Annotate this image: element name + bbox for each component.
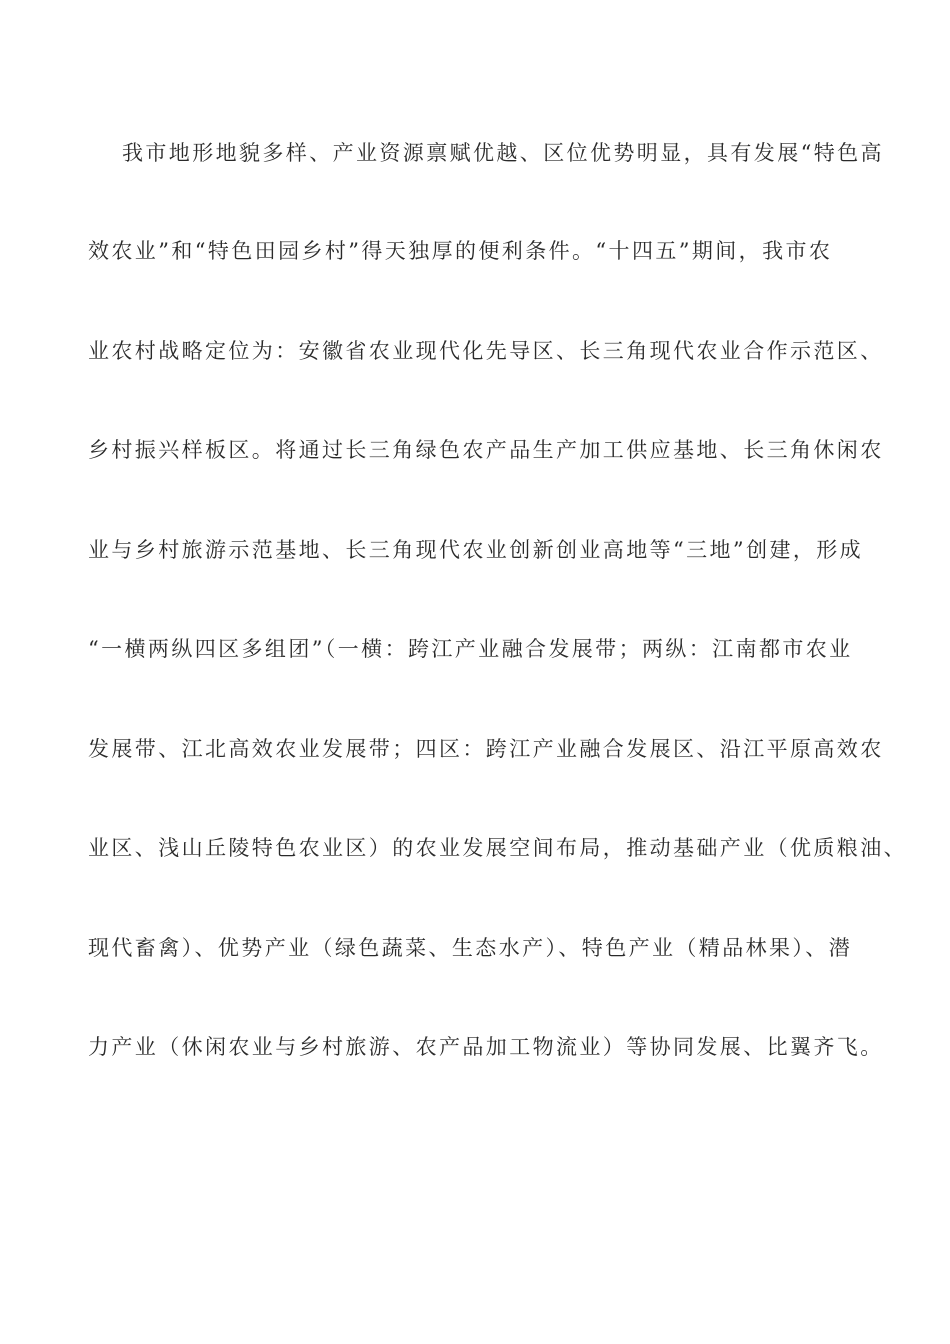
paragraph-line: “一横两纵四区多组团”（一横：跨江产业融合发展带；两纵：江南都市农业 [88, 637, 853, 661]
paragraph-line: 业区、浅山丘陵特色农业区）的农业发展空间布局，推动基础产业（优质粮油、 [88, 836, 907, 860]
paragraph-line: 乡村振兴样板区。将通过长三角绿色农产品生产加工供应基地、长三角休闲农 [88, 438, 884, 462]
paragraph-line: 现代畜禽）、优势产业（绿色蔬菜、生态水产）、特色产业（精品林果）、潜 [88, 936, 853, 960]
paragraph-line: 发展带、江北高效农业发展带；四区：跨江产业融合发展区、沿江平原高效农 [88, 737, 884, 761]
paragraph-line: 效农业”和“特色田园乡村”得天独厚的便利条件。“十四五”期间，我市农 [88, 239, 833, 263]
paragraph-line: 我市地形地貌多样、产业资源禀赋优越、区位优势明显，具有发展“特色高 [122, 141, 884, 165]
paragraph-line: 业与乡村旅游示范基地、长三角现代农业创新创业高地等“三地”创建，形成 [88, 538, 864, 562]
paragraph-line: 力产业（休闲农业与乡村旅游、农产品加工物流业）等协同发展、比翼齐飞。 [88, 1035, 884, 1059]
paragraph-line: 业农村战略定位为：安徽省农业现代化先导区、长三角现代农业合作示范区、 [88, 339, 884, 363]
